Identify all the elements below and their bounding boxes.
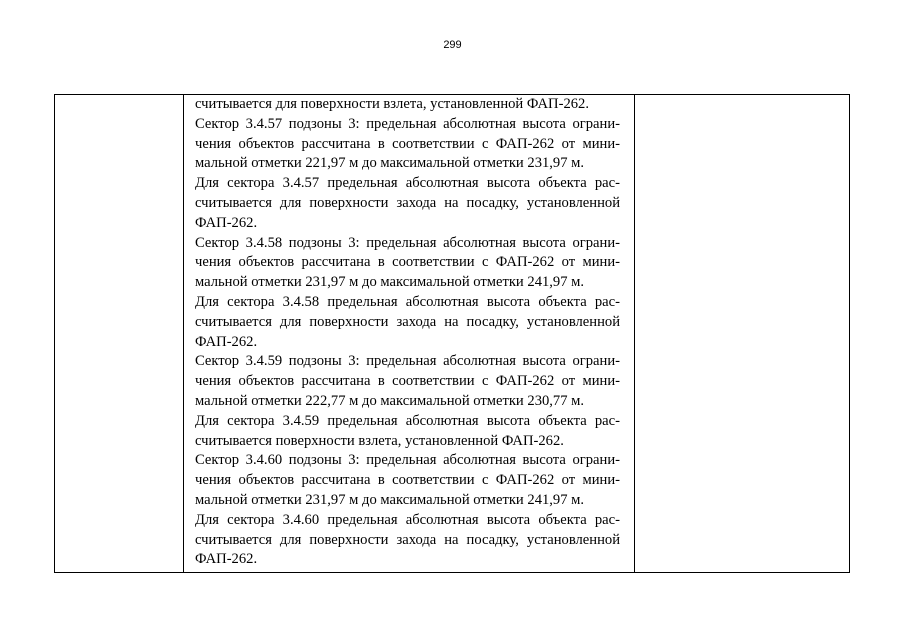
- column-divider-left: [183, 95, 184, 572]
- text-line: Сектор 3.4.57 подзоны 3: предельная абсолютная высота ограни-: [195, 115, 620, 132]
- text-line: Сектор 3.4.59 подзоны 3: предельная абсолютная высота ограни-: [195, 353, 620, 370]
- text-line: считывается для поверхности захода на посадку, установленной: [195, 313, 620, 330]
- text-line: считывается для поверхности взлета, установленной ФАП-262.: [195, 96, 589, 112]
- text-line: считывается для поверхности захода на посадку, установленной: [195, 531, 620, 548]
- text-line: считывается поверхности взлета, установленной ФАП-262.: [195, 432, 564, 449]
- text-line: мальной отметки 231,97 м до максимальной отметки 241,97 м.: [195, 274, 585, 291]
- text-line: Для сектора 3.4.60 предельная абсолютная высота объекта рас-: [195, 511, 620, 528]
- text-line: Для сектора 3.4.57 предельная абсолютная высота объекта рас-: [195, 175, 620, 192]
- text-line: чения объектов рассчитана в соответствии с ФАП-262 от мини-: [195, 472, 620, 489]
- text-line: чения объектов рассчитана в соответствии с ФАП-262 от мини-: [195, 135, 620, 152]
- text-line: Сектор 3.4.60 подзоны 3: предельная абсолютная высота ограни-: [195, 452, 620, 469]
- document-table: [54, 94, 850, 573]
- text-line: ФАП-262.: [195, 333, 258, 350]
- text-line: ФАП-262.: [195, 214, 258, 231]
- text-line: Для сектора 3.4.58 предельная абсолютная высота объекта рас-: [195, 293, 620, 310]
- table-cell-text: [195, 95, 620, 570]
- text-line: чения объектов рассчитана в соответствии с ФАП-262 от мини-: [195, 254, 620, 271]
- text-line: Для сектора 3.4.59 предельная абсолютная высота объекта рас-: [195, 412, 620, 429]
- text-line: ФАП-262.: [195, 551, 258, 568]
- text-line: мальной отметки 222,77 м до максимальной отметки 230,77 м.: [195, 392, 585, 409]
- text-line: мальной отметки 221,97 м до максимальной отметки 231,97 м.: [195, 155, 585, 172]
- text-line: мальной отметки 231,97 м до максимальной отметки 241,97 м.: [195, 491, 585, 508]
- table-cell-right: [635, 95, 849, 572]
- text-line: считывается для поверхности захода на посадку, установленной: [195, 194, 620, 211]
- page-number: 299: [443, 39, 462, 51]
- text-line: чения объектов рассчитана в соответствии с ФАП-262 от мини-: [195, 373, 620, 390]
- table-cell-left: [55, 95, 183, 572]
- text-line: Сектор 3.4.58 подзоны 3: предельная абсолютная высота ограни-: [195, 234, 620, 251]
